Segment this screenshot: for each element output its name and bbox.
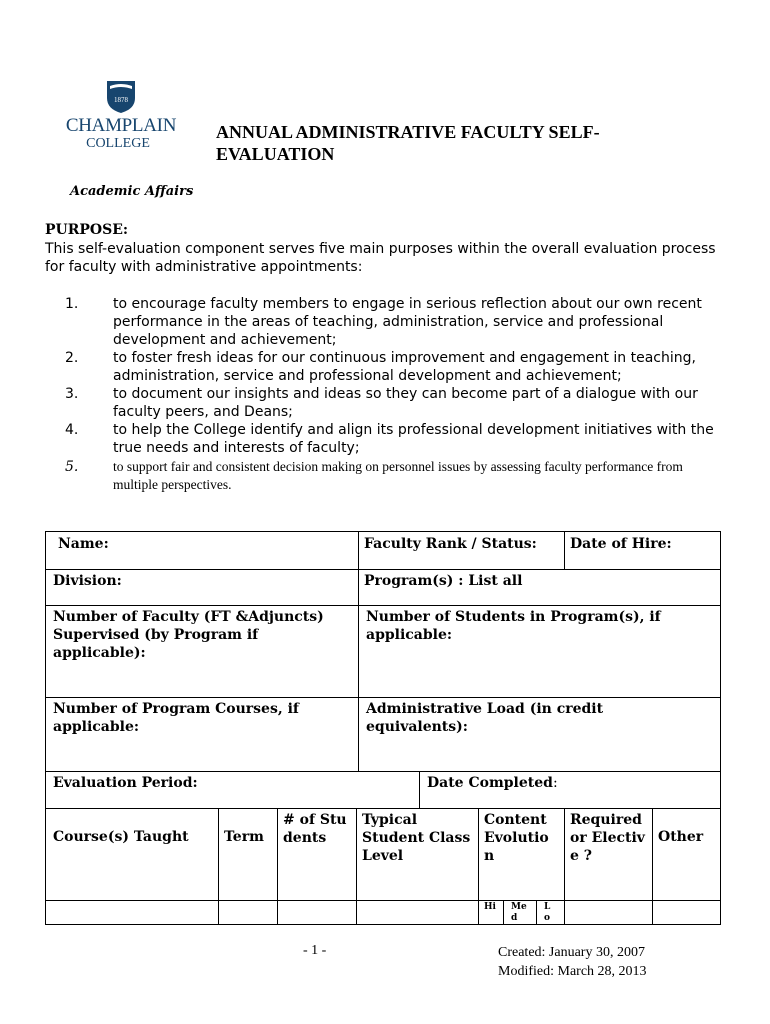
students-header: # of Students (283, 812, 347, 846)
faculty-info-form (45, 531, 721, 925)
page-number: - 1 - (303, 943, 327, 958)
modified-date: Modified: March 28, 2013 (498, 964, 647, 979)
revision-dates (498, 943, 647, 981)
num-faculty-field: Number of Faculty (FT &Adjuncts) Supervised (by Program if applicable): (53, 609, 324, 661)
list-item-text: to encourage faculty members to engage in serious reflection about our own recent performance in the areas of teaching, administration, service and professional development and achievement; (113, 296, 702, 348)
logo-sub: COLLEGE (86, 136, 150, 151)
required-elective-header: Required or Elective ? (570, 812, 645, 864)
content-evolution-header: Content Evolution (484, 812, 549, 864)
date-completed-colon: : (552, 775, 558, 791)
purpose-list (65, 295, 730, 494)
num-students-field: Number of Students in Program(s), if applicable: (366, 609, 661, 643)
name-field: Name: (58, 536, 109, 552)
list-item (65, 458, 730, 494)
class-level-header: Typical Student Class Level (362, 812, 471, 864)
admin-load-field: Administrative Load (in credit equivalents): (366, 701, 604, 735)
logo-name: CHAMPLAIN (65, 115, 177, 136)
list-item (65, 295, 730, 349)
list-item-text: to support fair and consistent decision making on personnel issues by assessing faculty performance from multiple perspectives. (113, 459, 683, 492)
date-completed-field (421, 772, 720, 794)
med-subheader: Med (511, 902, 527, 923)
list-item-number: 1. (65, 296, 79, 312)
college-logo (62, 78, 182, 156)
term-header: Term (224, 829, 264, 845)
logo-year: 1878 (114, 96, 128, 104)
list-item-number: 2. (65, 350, 79, 366)
date-of-hire-field: Date of Hire: (570, 536, 672, 552)
page-title: ANNUAL ADMINISTRATIVE FACULTY SELF-EVALUATION (216, 122, 600, 164)
created-date: Created: January 30, 2007 (498, 945, 645, 960)
lo-subheader: Lo (544, 902, 551, 923)
division-field: Division: (53, 573, 122, 589)
list-item (65, 421, 730, 457)
list-item-text: to foster fresh ideas for our continuous improvement and engagement in teaching, administration, service and professional development and achievement; (113, 350, 696, 384)
purpose-heading: PURPOSE: (45, 222, 129, 238)
list-item-number: 4. (65, 422, 79, 438)
programs-field: Program(s) : List all (364, 573, 523, 589)
num-courses-field: Number of Program Courses, if applicable: (53, 701, 299, 735)
department-subtitle: Academic Affairs (70, 184, 194, 199)
purpose-intro: This self-evaluation component serves five main purposes within the overall evaluation process for faculty with administrative appointments: (45, 241, 716, 275)
list-item-number: 5. (65, 459, 79, 475)
other-header: Other (658, 829, 704, 845)
shield-icon (104, 78, 138, 114)
date-completed-label: Date Completed (427, 775, 553, 791)
faculty-rank-field: Faculty Rank / Status: (364, 536, 537, 552)
list-item-text: to document our insights and ideas so they can become part of a dialogue with our faculty peers, and Deans; (113, 386, 698, 420)
list-item (65, 385, 730, 421)
course-header: Course(s) Taught (53, 829, 189, 845)
hi-subheader: Hi (484, 902, 496, 912)
list-item-number: 3. (65, 386, 79, 402)
list-item-text: to help the College identify and align its professional development initiatives with the true needs and interests of faculty; (113, 422, 714, 456)
list-item (65, 349, 730, 385)
evaluation-period-field: Evaluation Period: (53, 775, 198, 791)
